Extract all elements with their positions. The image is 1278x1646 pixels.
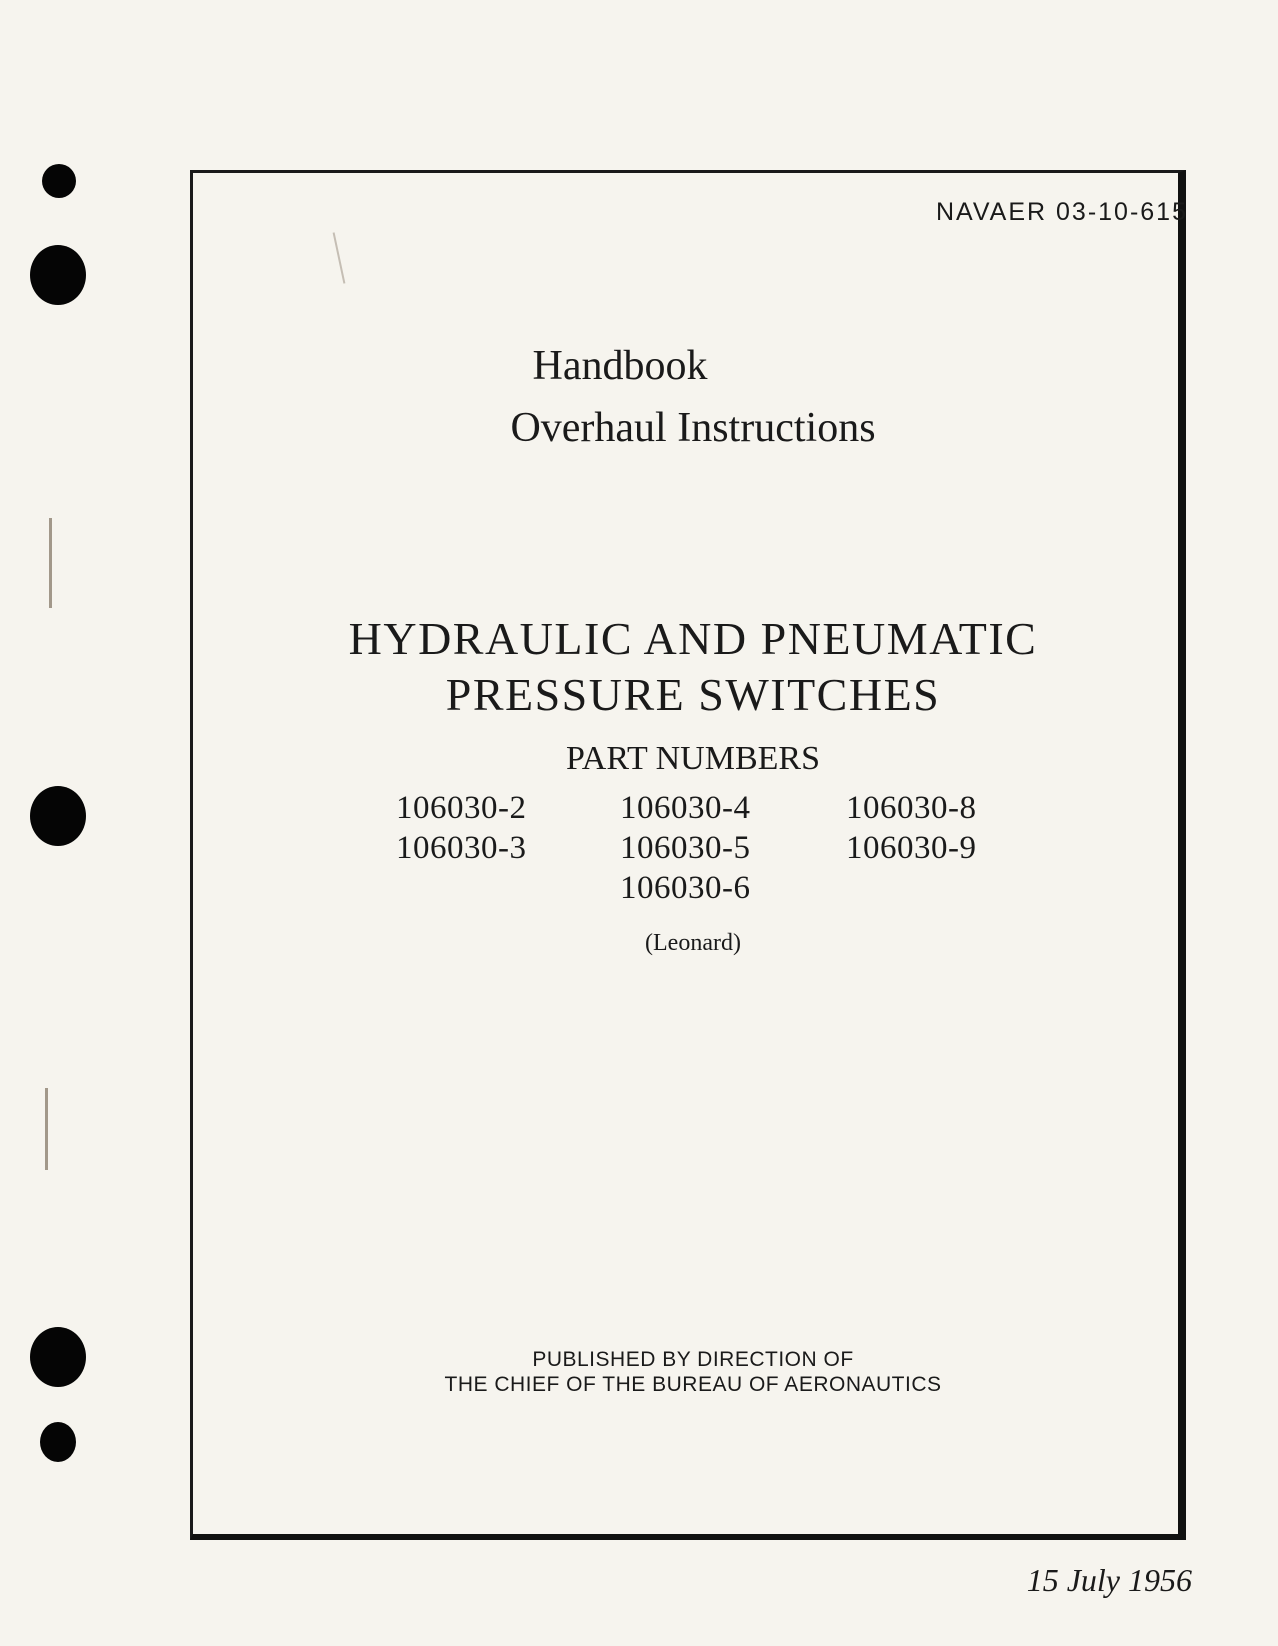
margin-mark (49, 518, 52, 608)
part-number: 106030-5 (620, 830, 751, 866)
part-number: 106030-4 (620, 790, 751, 826)
published-line-2: THE CHIEF OF THE BUREAU OF AERONAUTICS (444, 1373, 942, 1396)
title-line-1: HYDRAULIC AND PNEUMATIC (348, 613, 1038, 664)
margin-mark (45, 1088, 48, 1170)
part-number: 106030-6 (620, 870, 751, 906)
part-number: 106030-8 (846, 790, 977, 826)
handbook-label: Handbook (532, 343, 708, 389)
title-line-2: PRESSURE SWITCHES (445, 669, 941, 720)
subtitle: Overhaul Instructions (510, 405, 876, 451)
part-numbers-heading: PART NUMBERS (565, 740, 820, 777)
document-number: NAVAER 03-10-615 (935, 198, 1188, 226)
punch-hole (30, 245, 86, 305)
part-number: 106030-2 (396, 790, 527, 826)
part-number: 106030-3 (396, 830, 527, 866)
punch-hole (30, 786, 86, 846)
published-line-1: PUBLISHED BY DIRECTION OF (532, 1348, 854, 1371)
part-number: 106030-9 (846, 830, 977, 866)
punch-hole (40, 1422, 76, 1462)
manufacturer: (Leonard) (645, 930, 741, 956)
publication-date: 15 July 1956 (1026, 1562, 1192, 1598)
punch-hole (42, 164, 76, 198)
